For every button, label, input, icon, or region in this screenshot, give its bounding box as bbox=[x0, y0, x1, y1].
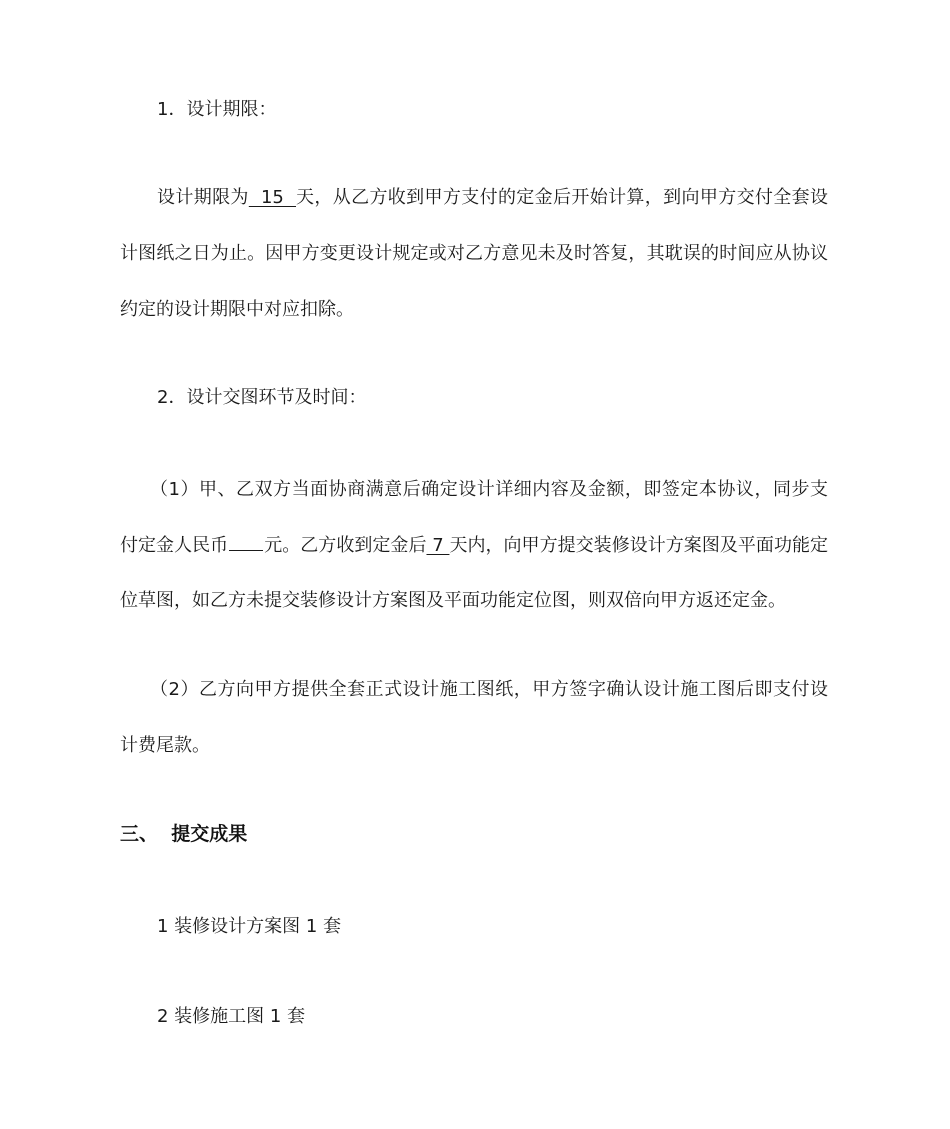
design-period-para-line3: 约定的设计期限中对应扣除。 bbox=[120, 299, 354, 320]
stage1-line2 bbox=[120, 533, 828, 558]
para-text: 设计期限为 bbox=[157, 187, 249, 208]
design-period-para-line2: 计图纸之日为止。因甲方变更设计规定或对乙方意见未及时答复，其耽误的时间应从协议 bbox=[120, 243, 828, 264]
submit-days-value: 7 bbox=[426, 535, 450, 556]
deliverable-item-2: 2 装修施工图 1 套 bbox=[157, 1006, 306, 1027]
para-text: 天，从乙方收到甲方支付的定金后开始计算，到向甲方交付全套设 bbox=[296, 187, 829, 208]
stage1-line3: 位草图，如乙方未提交装修设计方案图及平面功能定位图，则双倍向甲方返还定金。 bbox=[120, 590, 786, 611]
section-heading-deliverables: 三、 提交成果 bbox=[120, 823, 248, 845]
deposit-amount-blank bbox=[229, 533, 263, 551]
deliverable-item-1: 1 装修设计方案图 1 套 bbox=[157, 916, 342, 937]
delivery-stages-title: 2．设计交图环节及时间： bbox=[157, 387, 367, 408]
design-period-para-line1 bbox=[157, 186, 828, 210]
design-days-value: 15 bbox=[248, 187, 297, 208]
stage2-line2: 计费尾款。 bbox=[120, 735, 210, 756]
stage2-line1: （2）乙方向甲方提供全套正式设计施工图纸，甲方签字确认设计施工图后即支付设 bbox=[150, 679, 828, 700]
stage1-line1: （1）甲、乙双方当面协商满意后确定设计详细内容及金额，即签定本协议，同步支 bbox=[150, 479, 828, 500]
para-text: 元。乙方收到定金后 bbox=[264, 535, 427, 556]
para-text: 天内，向甲方提交装修设计方案图及平面功能定 bbox=[449, 535, 829, 556]
para-text: 付定金人民币 bbox=[120, 535, 229, 556]
design-period-title: 1．设计期限： bbox=[157, 99, 277, 120]
